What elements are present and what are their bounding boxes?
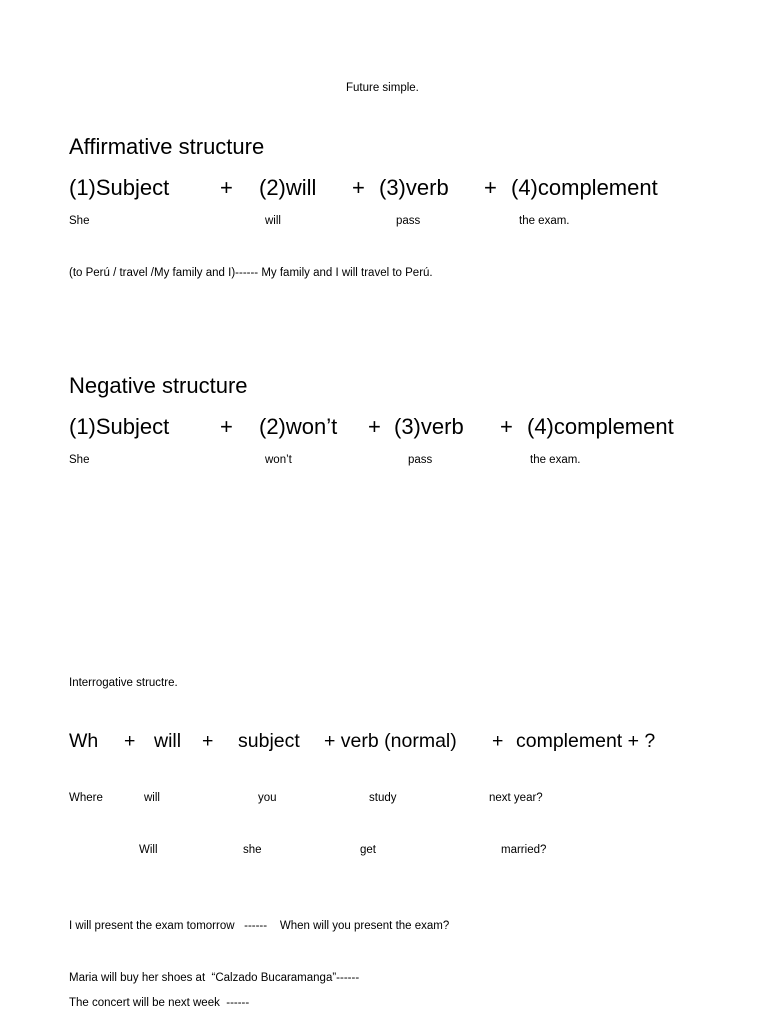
formula-plus: +	[124, 730, 136, 752]
formula-plus: +	[500, 414, 513, 439]
formula-verb: (3)verb	[394, 414, 464, 439]
formula-complement: complement + ?	[516, 730, 656, 752]
example-complement: the exam.	[519, 215, 570, 227]
example-complement: married?	[501, 844, 547, 856]
example-verb: study	[369, 792, 397, 804]
formula-plus: +	[220, 414, 233, 439]
example-will: will	[144, 792, 160, 804]
formula-wont: (2)won’t	[259, 414, 338, 439]
exercise-line: Maria will buy her shoes at “Calzado Bucaramanga”------	[69, 972, 360, 984]
formula-plus: +	[484, 175, 497, 200]
formula-subject: (1)Subject	[69, 414, 170, 439]
negative-heading: Negative structure	[69, 373, 248, 398]
formula-wh: Wh	[69, 730, 99, 752]
formula-plus: +	[202, 730, 214, 752]
formula-plus: +	[220, 175, 233, 200]
example-verb: get	[360, 844, 376, 856]
formula-verb: (3)verb	[379, 175, 449, 200]
example-subject: she	[243, 844, 262, 856]
example-subject: She	[69, 215, 90, 227]
formula-will: (2)will	[259, 175, 317, 200]
example-complement: next year?	[489, 792, 543, 804]
example-subject: you	[258, 792, 277, 804]
example-complement: the exam.	[530, 454, 581, 466]
formula-subject: subject	[238, 730, 300, 752]
example-will: Will	[139, 844, 158, 856]
formula-verb: + verb (normal)	[324, 730, 457, 752]
formula-plus: +	[352, 175, 365, 200]
affirmative-heading: Affirmative structure	[69, 134, 265, 159]
example-verb: pass	[408, 454, 433, 466]
formula-complement: (4)complement	[527, 414, 674, 439]
exercise-line: The concert will be next week ------	[69, 997, 250, 1009]
formula-will: will	[154, 730, 182, 752]
example-subject: She	[69, 454, 90, 466]
affirmative-exercise: (to Perú / travel /My family and I)------ My family and I will travel to Perú.	[69, 267, 433, 279]
document-title: Future simple.	[346, 82, 419, 94]
example-verb: pass	[396, 215, 421, 227]
interrogative-heading: Interrogative structre.	[69, 677, 178, 689]
exercise-line: I will present the exam tomorrow ------ When will you present the exam?	[69, 920, 450, 932]
formula-plus: +	[492, 730, 504, 752]
example-wh: Where	[69, 792, 103, 804]
formula-complement: (4)complement	[511, 175, 658, 200]
example-will: will	[265, 215, 281, 227]
formula-subject: (1)Subject	[69, 175, 170, 200]
example-wont: won’t	[265, 454, 292, 466]
formula-plus: +	[368, 414, 381, 439]
